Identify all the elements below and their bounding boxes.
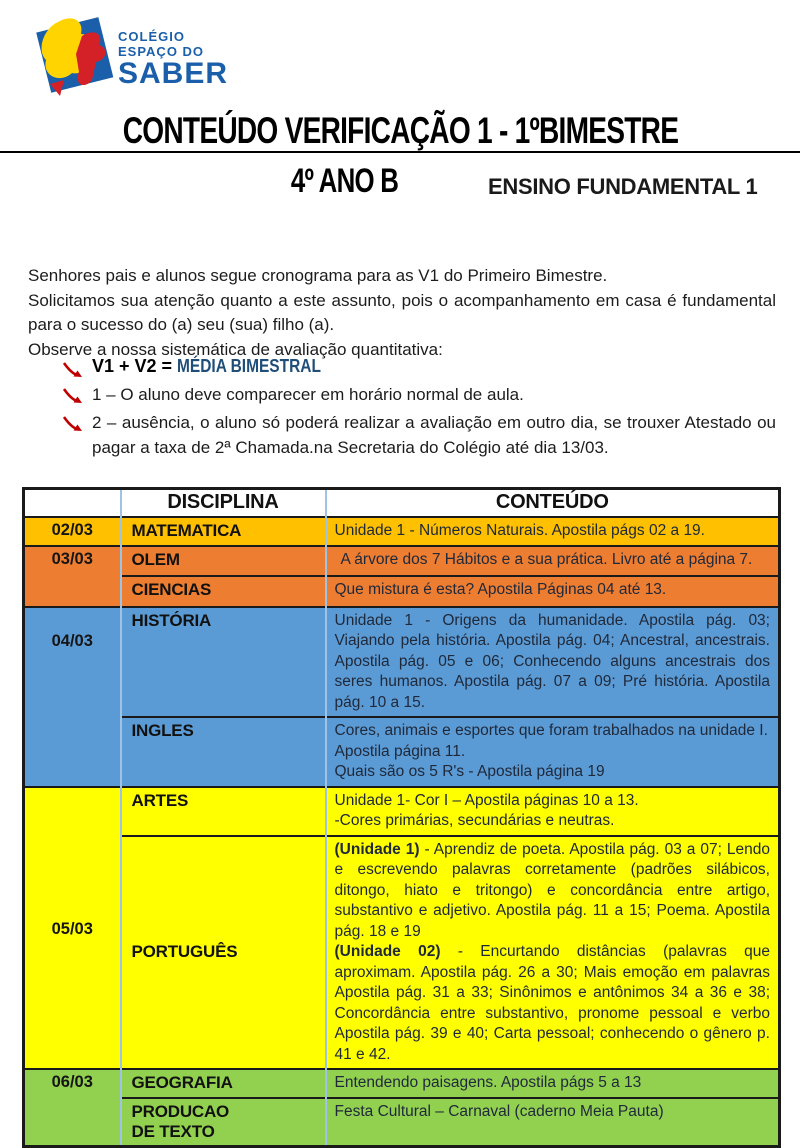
discipline-cell: OLEM	[121, 546, 326, 576]
content-line: -Cores primárias, secundárias e neutras.	[334, 812, 615, 829]
discipline-cell	[121, 1098, 326, 1147]
logo-word-colegio: COLÉGIO	[118, 29, 185, 44]
table-header-row	[24, 489, 780, 518]
discipline-cell: PORTUGUÊS	[121, 836, 326, 1070]
school-logo	[30, 10, 280, 105]
content-cell: Que mistura é esta? Apostila Páginas 04 até 13.	[326, 576, 780, 607]
table-row	[24, 787, 780, 836]
content-cell: Entendendo paisagens. Apostila págs 5 a 13	[326, 1069, 780, 1098]
unit-2-text: - Encurtando distâncias (palavras que aproximam. Apostila pág. 26 a 30; Mais emoção em palavras Apostila pág. 31 a 33; Sinônimos e antônimos 34 a 36 e 38; Concordância entre substantivo, pronome pessoal e verbo Apostila pág. 39 e 40; Carta pessoal; conhecendo o gênero p. 41 e 42.	[334, 943, 770, 1063]
red-arrow-icon	[62, 415, 84, 433]
unit-1-text: - Aprendiz de poeta. Apostila pág. 03 a 07; Lendo e escrevendo palavras corretamente (padrões silábicos, ditongo, hiato e tritongo) e concordância entre artigo, substantivo e adjetivo. Apostila pág. 11 a 15; Poema. Apostila pág. 18 e 19	[334, 840, 770, 940]
discipline-cell: INGLES	[121, 717, 326, 787]
date-cell: 05/03	[24, 787, 121, 1070]
intro-text	[28, 264, 776, 362]
unit-2-label: (Unidade 02)	[334, 943, 441, 960]
content-cell: A árvore dos 7 Hábitos e a sua prática. Livro até a página 7.	[326, 546, 780, 576]
date-cell: 02/03	[24, 517, 121, 546]
title-divider	[0, 151, 800, 153]
discipline-cell: GEOGRAFIA	[121, 1069, 326, 1098]
red-arrow-icon	[62, 361, 84, 379]
discipline-line: DE TEXTO	[131, 1121, 215, 1141]
school-logo-mark	[30, 10, 116, 105]
content-cell	[326, 836, 780, 1070]
intro-line-2: Solicitamos sua atenção quanto a este assunto, pois o acompanhamento em casa é fundamental para o sucesso do (a) seu (sua) filho (a).	[28, 290, 776, 334]
intro-line-3: Observe a nossa sistemática de avaliação quantitativa:	[28, 339, 443, 359]
table-row	[24, 1069, 780, 1098]
media-bimestral-label: MÉDIA BIMESTRAL	[177, 356, 321, 376]
discipline-cell: HISTÓRIA	[121, 607, 326, 718]
content-cell	[326, 717, 780, 787]
class-name: 4º ANO B	[291, 162, 399, 200]
list-item	[62, 356, 776, 379]
date-header-cell	[24, 489, 121, 518]
content-cell: Festa Cultural – Carnaval (caderno Meia Pauta)	[326, 1098, 780, 1147]
content-cell: Unidade 1 - Números Naturais. Apostila págs 02 a 19.	[326, 517, 780, 546]
list-item	[62, 382, 776, 407]
discipline-line: PRODUCAO	[131, 1101, 230, 1121]
discipline-cell: MATEMATICA	[121, 517, 326, 546]
content-line: Quais são os 5 R's - Apostila página 19	[334, 763, 605, 780]
table-row	[24, 607, 780, 718]
schedule-table	[22, 487, 781, 1148]
red-arrow-icon	[62, 387, 84, 405]
document-title: CONTEÚDO VERIFICAÇÃO 1 - 1ºBIMESTRE	[122, 110, 678, 151]
intro-line-1: Senhores pais e alunos segue cronograma para as V1 do Primeiro Bimestre.	[28, 266, 608, 285]
rules-list	[62, 356, 776, 463]
rule-absence: 2 – ausência, o aluno só poderá realizar a avaliação em outro dia, se trouxer Atestado ou pagar a taxa de 2ª Chamada.na Secretaria do Colégio até dia 13/03.	[92, 413, 776, 457]
unit-1-label: (Unidade 1)	[334, 840, 420, 858]
content-line: Unidade 1- Cor I – Apostila páginas 10 a 13.	[334, 791, 639, 809]
rule-formula	[92, 356, 344, 377]
logo-word-saber: SABER	[118, 57, 229, 90]
content-cell: Unidade 1 - Origens da humanidade. Apostila pág. 03; Viajando pela história. Apostila pág. 04; Ancestral, ancestrais. Apostila pág. 05 e 06; Conhecendo alguns ancestrais dos seres humanos. Apostila pág. 07 a 09; Pré história. Apostila pág. 10 a 15.	[326, 607, 780, 718]
discipline-header: DISCIPLINA	[121, 489, 326, 518]
education-level: ENSINO FUNDAMENTAL 1	[488, 174, 758, 199]
formula-text: V1 + V2 =	[92, 356, 178, 376]
content-header: CONTEÚDO	[326, 489, 780, 518]
date-cell: 03/03	[24, 546, 121, 607]
table-row	[24, 1098, 780, 1147]
logo-word-espaco-do: ESPAÇO DO	[118, 44, 205, 59]
discipline-cell: CIENCIAS	[121, 576, 326, 607]
list-item	[62, 410, 776, 460]
table-row	[24, 517, 780, 546]
discipline-cell: ARTES	[121, 787, 326, 836]
content-line: Apostila página 11.	[334, 742, 466, 760]
content-cell	[326, 787, 780, 836]
table-row	[24, 717, 780, 787]
date-cell: 06/03	[24, 1069, 121, 1146]
content-unit-1	[335, 840, 771, 943]
content-line: Cores, animais e esportes que foram trabalhados na unidade I.	[334, 722, 768, 739]
date-cell: 04/03	[24, 607, 121, 787]
table-row	[24, 576, 780, 607]
table-row	[24, 836, 780, 1070]
content-unit-2	[335, 942, 771, 1065]
table-row	[24, 546, 780, 576]
rule-attendance: 1 – O aluno deve comparecer em horário normal de aula.	[92, 385, 524, 404]
school-logo-text	[118, 30, 228, 89]
